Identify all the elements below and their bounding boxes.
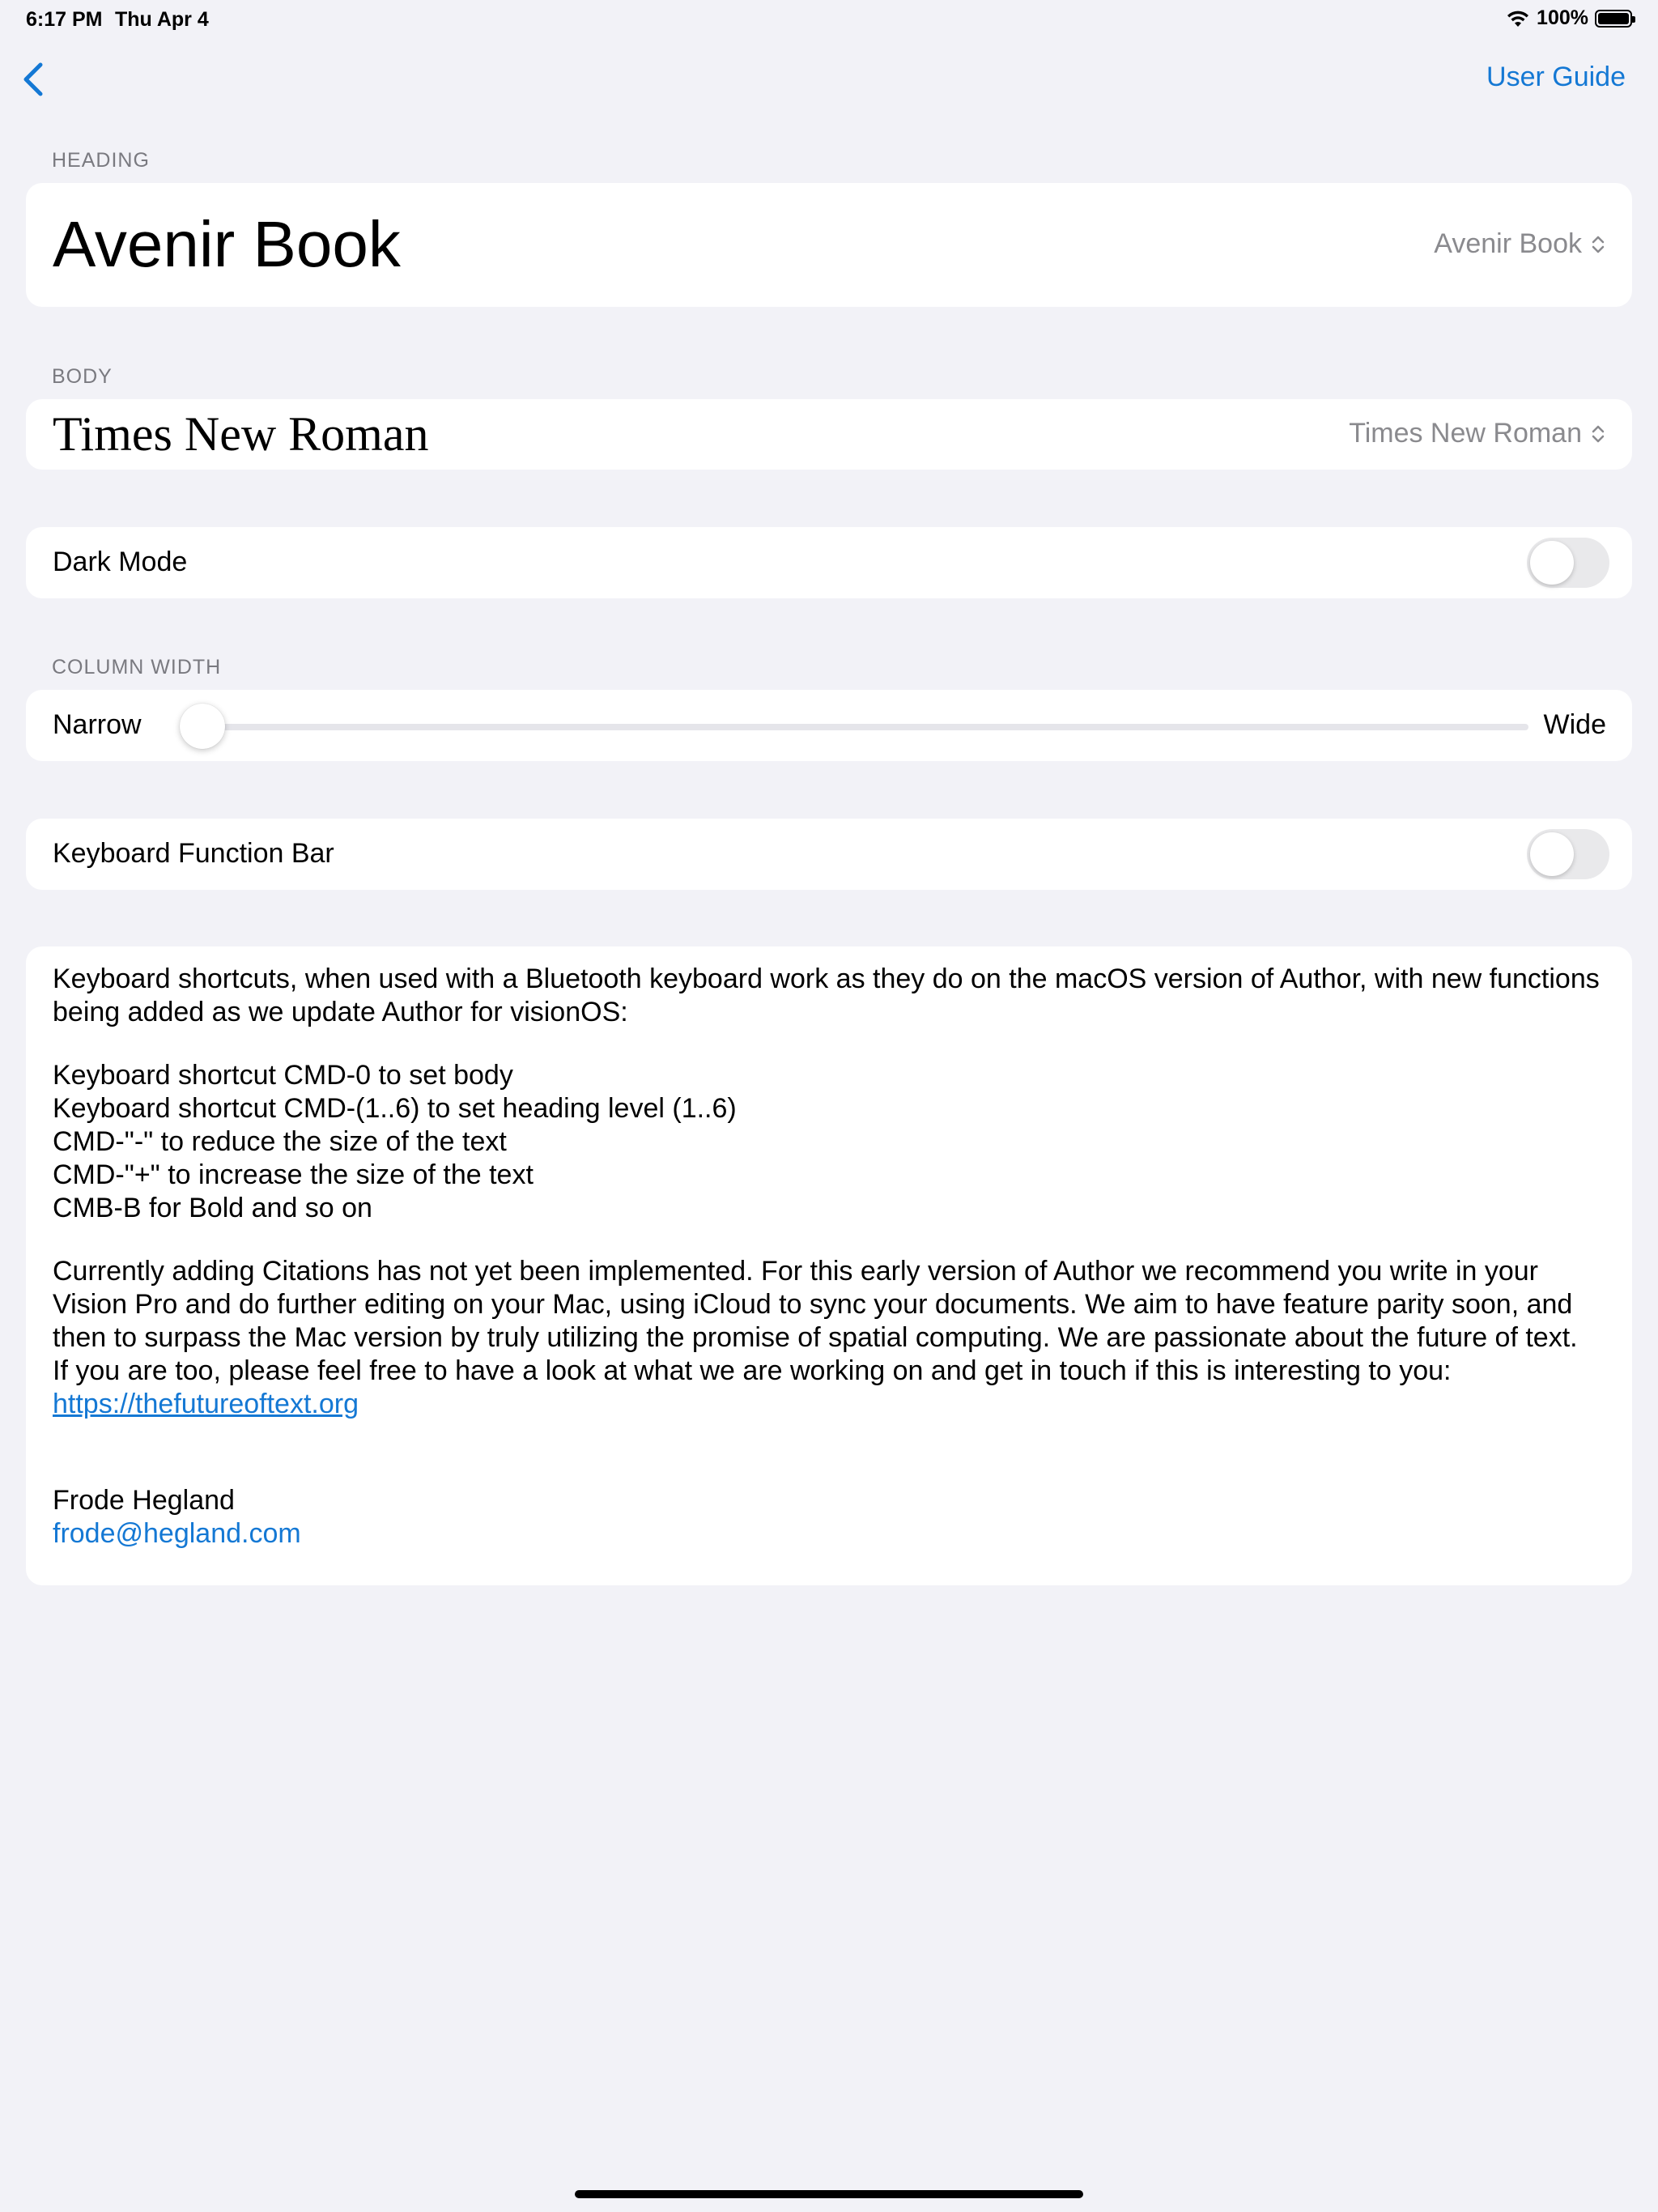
info-citations: Currently adding Citations has not yet been implemented. For this early version of Author we recommend you write in your Vision Pro and do further editing on your Mac, using iCloud to sync your documents. We aim to have feature parity soon, and then to surpass the Mac version by truly utilizing the promise of spatial computing. We are passionate about the future of text. If you are too, please feel free to have a look at what we are working on and get in touch if this is interesting to you: (53, 1256, 1578, 1386)
battery-tip (1632, 16, 1635, 23)
body-font-preview: Times New Roman (53, 407, 429, 461)
author-name: Frode Hegland (53, 1485, 235, 1516)
author-email-link[interactable]: frode@hegland.com (53, 1518, 301, 1549)
shortcut-line: CMD-"-" to reduce the size of the text (53, 1126, 507, 1157)
column-width-slider-track[interactable] (192, 724, 1528, 730)
heading-font-card (26, 183, 1632, 307)
keyboard-function-bar-card (26, 819, 1632, 890)
column-width-section-label: COLUMN WIDTH (52, 656, 222, 678)
column-width-slider-knob[interactable] (180, 704, 225, 749)
dark-mode-label: Dark Mode (53, 547, 188, 577)
shortcut-line: CMD-"+" to increase the size of the text (53, 1159, 534, 1190)
keyboard-function-bar-label: Keyboard Function Bar (53, 838, 334, 869)
back-button[interactable] (18, 58, 50, 100)
heading-section-label: HEADING (52, 149, 150, 172)
shortcut-line: CMB-B for Bold and so on (53, 1193, 372, 1223)
heading-font-picker-value: Avenir Book (1434, 228, 1582, 259)
info-card (26, 946, 1632, 1585)
shortcut-line: Keyboard shortcut CMD-0 to set body (53, 1060, 513, 1091)
user-guide-button[interactable]: User Guide (1486, 62, 1626, 92)
column-width-card (26, 690, 1632, 761)
status-date: Thu Apr 4 (115, 8, 209, 31)
home-indicator (575, 2190, 1083, 2198)
chevron-updown-icon (1590, 233, 1606, 256)
wifi-icon (1506, 9, 1530, 28)
battery-icon (1595, 10, 1632, 28)
website-link[interactable]: https://thefutureoftext.org (53, 1389, 359, 1419)
status-bar (0, 0, 1658, 39)
info-intro: Keyboard shortcuts, when used with a Bluetooth keyboard work as they do on the macOS version of Author, with new functions being added as we update Author for visionOS: (53, 963, 1600, 1027)
dark-mode-toggle[interactable] (1527, 538, 1609, 588)
chevron-updown-icon (1590, 423, 1606, 445)
slider-min-label: Narrow (53, 709, 142, 740)
heading-font-preview: Avenir Book (53, 208, 401, 280)
status-time: 6:17 PM (26, 8, 103, 31)
body-font-picker-value: Times New Roman (1349, 418, 1582, 449)
battery-fill (1598, 13, 1629, 24)
body-font-picker[interactable] (1349, 418, 1606, 449)
toggle-knob (1530, 541, 1574, 585)
body-font-card (26, 399, 1632, 470)
body-section-label: BODY (52, 365, 113, 388)
info-text (53, 963, 1600, 1551)
chevron-left-icon (18, 58, 50, 100)
slider-max-label: Wide (1543, 709, 1606, 740)
keyboard-function-bar-toggle[interactable] (1527, 829, 1609, 879)
shortcut-line: Keyboard shortcut CMD-(1..6) to set heading level (1..6) (53, 1093, 737, 1124)
heading-font-picker[interactable] (1434, 228, 1606, 260)
battery-percent: 100% (1537, 6, 1588, 29)
status-indicators (1506, 6, 1632, 30)
toggle-knob (1530, 832, 1574, 876)
dark-mode-card (26, 527, 1632, 598)
